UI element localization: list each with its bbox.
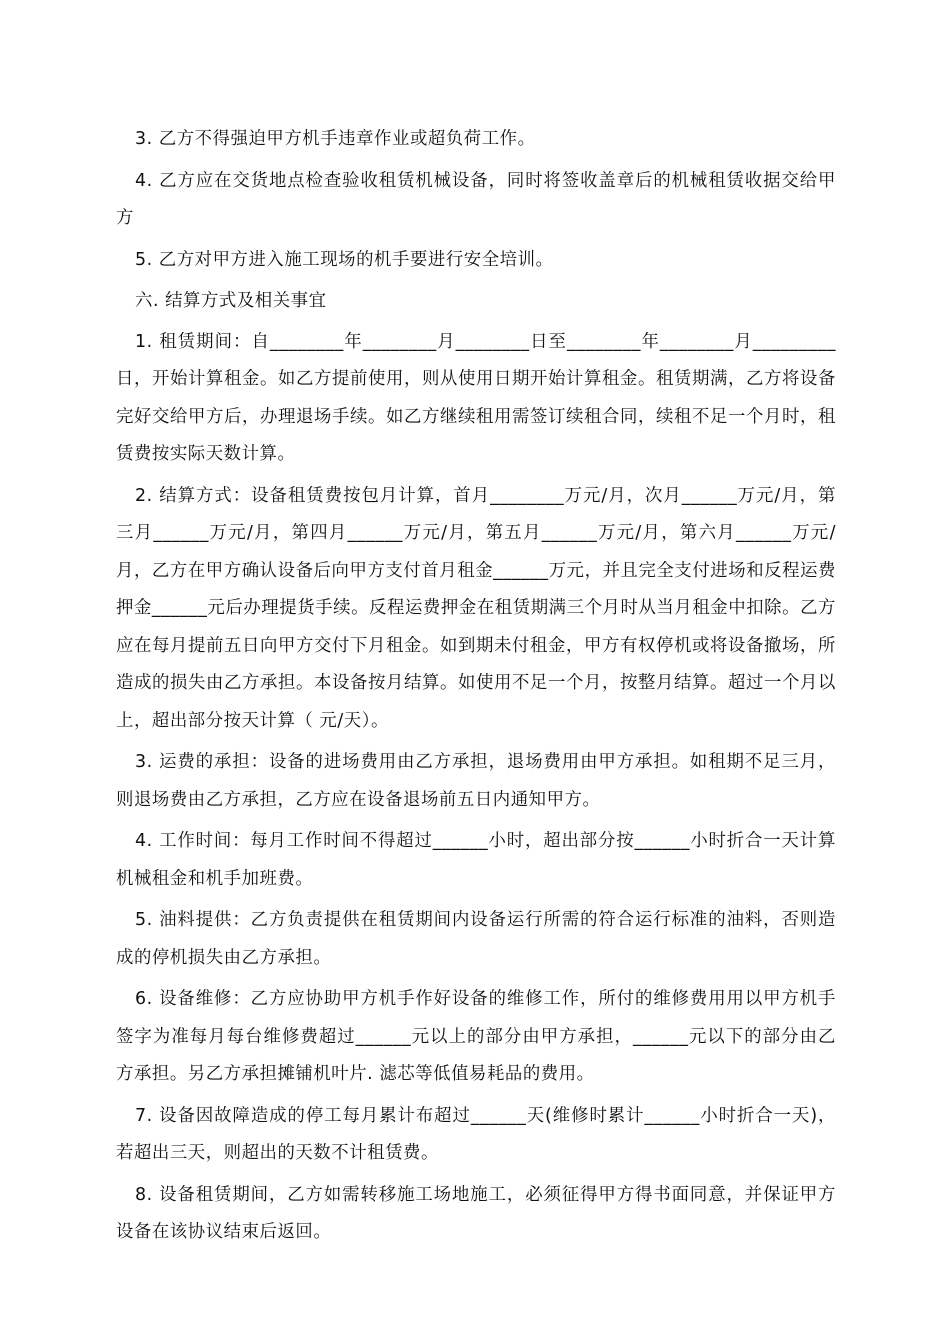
clause-6-7-downtime: 7. 设备因故障造成的停工每月累计布超过______天(维修时累计______小时折合一天)，若超出三天，则超出的天数不计租赁费。 (116, 1105, 836, 1163)
clause-6-8-relocation: 8. 设备租赁期间，乙方如需转移施工场地施工，必须征得甲方得书面同意，并保证甲方设备在该协议结束后返回。 (116, 1184, 836, 1242)
clause-5-5: 5. 乙方对甲方进入施工现场的机手要进行安全培训。 (135, 249, 554, 270)
clause-6-2-settlement: 2. 结算方式：设备租赁费按包月计算，首月________万元/月，次月______万元/月，第三月______万元/月，第四月______万元/月，第五月______万元/月，第六月______万元/月，乙方在甲方确认设备后向甲方支付首月租金______万元，并且完全支付进场和反程运费押金______元后办理提货手续。反程运费押金在租赁期满三个月时从当月租金中扣除。乙方应在每月提前五日向甲方交付下月租金。如到期未付租金，甲方有权停机或将设备撤场，所造成的损失由乙方承担。本设备按月结算。如使用不足一个月，按整月结算。超过一个月以上，超出部分按天计算（ 元/天）。 (116, 485, 836, 731)
clause-6-6-maintenance: 6. 设备维修：乙方应协助甲方机手作好设备的维修工作，所付的维修费用用以甲方机手签字为准每月每台维修费超过______元以上的部分由甲方承担，______元以下的部分由乙方承担。另乙方承担摊铺机叶片. 滤芯等低值易耗品的费用。 (116, 989, 836, 1084)
clause-6-4-working-hours: 4. 工作时间：每月工作时间不得超过______小时，超出部分按______小时折合一天计算机械租金和机手加班费。 (116, 831, 836, 889)
document-body (116, 121, 836, 1256)
clause-5-3: 3. 乙方不得强迫甲方机手违章作业或超负荷工作。 (135, 129, 536, 149)
section-heading-6: 六. 结算方式及相关事宜 (135, 291, 327, 311)
clause-5-4: 4. 乙方应在交货地点检查验收租赁机械设备，同时将签收盖章后的机械租赁收据交给甲方 (116, 170, 836, 228)
clause-6-5-fuel: 5. 油料提供：乙方负责提供在租赁期间内设备运行所需的符合运行标准的油料，否则造成的停机损失由乙方承担。 (116, 910, 836, 968)
clause-6-1-lease-period: 1. 租赁期间：自________年________月________日至________年________月_________日，开始计算租金。如乙方提前使用，则从使用日期开始计算租金。租赁期满，乙方将设备完好交给甲方后，办理退场手续。如乙方继续租用需签订续租合同，续租不足一个月时，租赁费按实际天数计算。 (116, 331, 836, 464)
clause-6-3-freight: 3. 运费的承担：设备的进场费用由乙方承担，退场费用由甲方承担。如租期不足三月，则退场费由乙方承担，乙方应在设备退场前五日内通知甲方。 (116, 752, 836, 810)
